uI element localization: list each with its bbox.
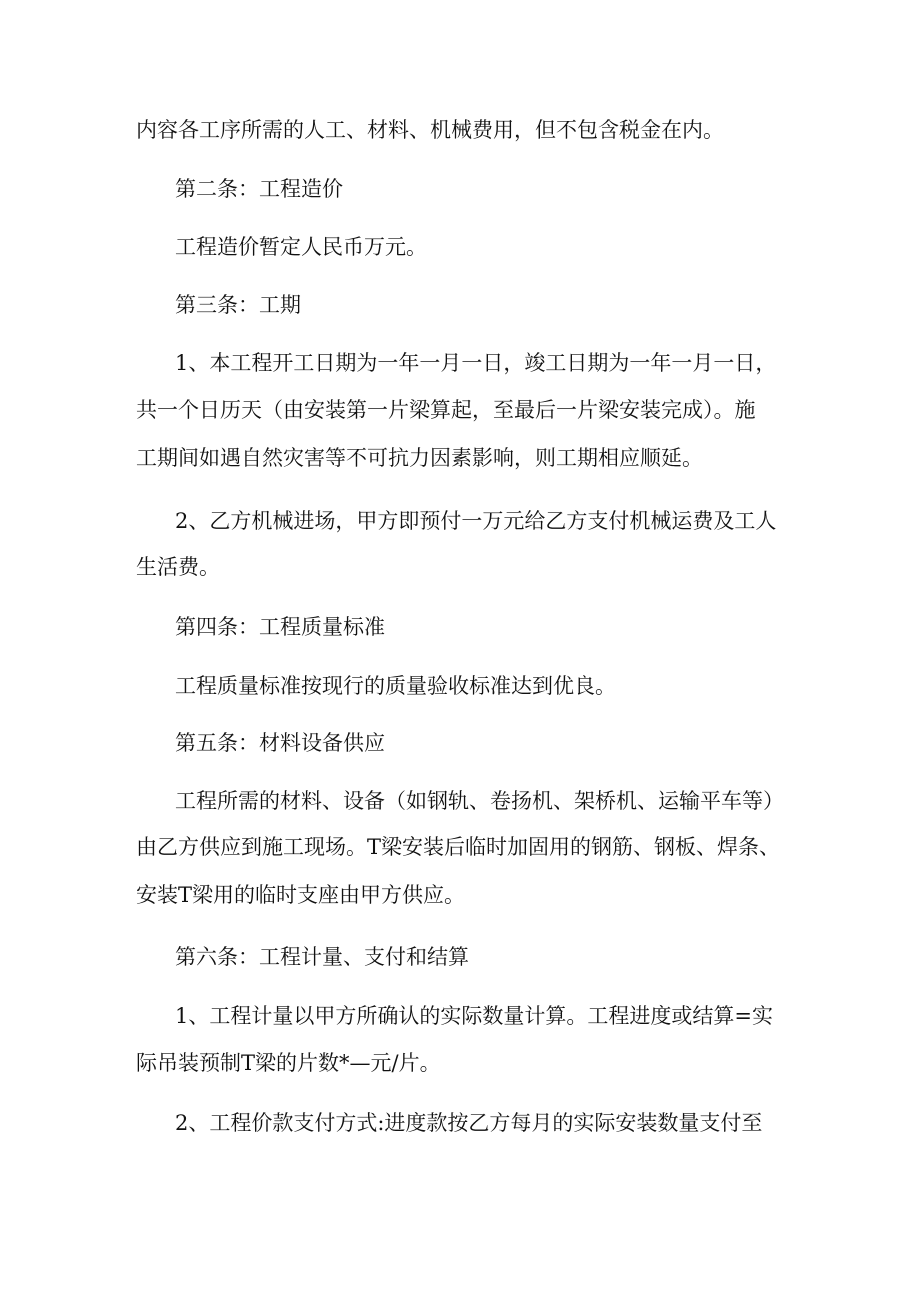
section-heading-article-3: 第三条：工期 [175, 293, 301, 317]
paragraph-line: 1、本工程开工日期为一年一月一日，竣工日期为一年一月一日， [175, 351, 777, 375]
paragraph-line: 2、工程价款支付方式:进度款按乙方每月的实际安装数量支付至 [175, 1111, 763, 1135]
section-heading-article-2: 第二条：工程造价 [175, 177, 343, 201]
paragraph-line: 共一个日历天（由安装第一片梁算起，至最后一片梁安装完成）。施 [136, 398, 756, 422]
paragraph-line: 内容各工序所需的人工、材料、机械费用，但不包含税金在内。 [136, 118, 724, 142]
paragraph-line: 工程所需的材料、设备（如钢轨、卷扬机、架桥机、运输平车等） [175, 789, 784, 813]
paragraph-line: 工程造价暂定人民币万元。 [175, 235, 427, 259]
section-heading-article-6: 第六条：工程计量、支付和结算 [175, 945, 469, 969]
section-heading-article-5: 第五条：材料设备供应 [175, 731, 385, 755]
paragraph-line: 安装T梁用的临时支座由甲方供应。 [136, 883, 466, 907]
paragraph-line: 2、乙方机械进场，甲方即预付一万元给乙方支付机械运费及工人 [175, 509, 777, 533]
paragraph-line: 1、工程计量以甲方所确认的实际数量计算。工程进度或结算=实 [175, 1004, 773, 1028]
paragraph-line: 工期间如遇自然灾害等不可抗力因素影响，则工期相应顺延。 [136, 446, 703, 470]
paragraph-line: 工程质量标准按现行的质量验收标准达到优良。 [175, 674, 616, 698]
paragraph-line: 由乙方供应到施工现场。T梁安装后临时加固用的钢筋、钢板、焊条、 [136, 835, 781, 859]
paragraph-line: 际吊装预制T梁的片数*—元/片。 [136, 1051, 441, 1075]
section-heading-article-4: 第四条：工程质量标准 [175, 615, 385, 639]
paragraph-line: 生活费。 [136, 555, 220, 579]
